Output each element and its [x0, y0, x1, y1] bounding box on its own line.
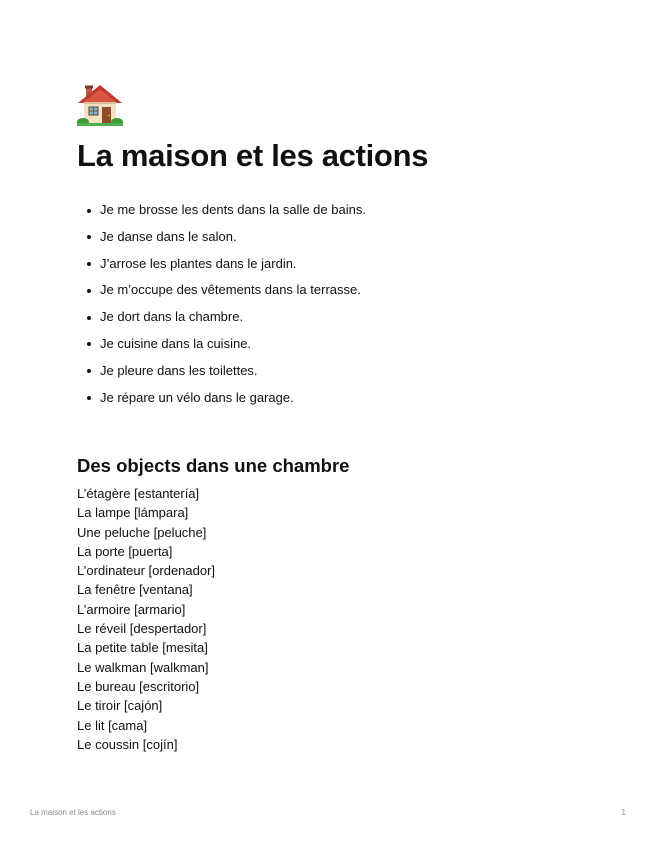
actions-list — [77, 197, 366, 411]
list-item: Je répare un vélo dans le garage. — [100, 385, 366, 412]
object-item: Le tiroir [cajón] — [77, 698, 163, 714]
object-item: La porte [puerta] — [77, 543, 173, 559]
list-item: Je cuisine dans la cuisine. — [100, 331, 366, 358]
object-item: La petite table [mesita] — [77, 640, 208, 656]
page-title: La maison et les actions — [77, 138, 429, 173]
footer-page-number: 1 — [621, 808, 626, 817]
list-item: J’arrose les plantes dans le jardin. — [100, 251, 366, 278]
footer-title: La maison et les actions — [30, 808, 116, 817]
list-item: Je me brosse les dents dans la salle de bains. — [100, 197, 366, 224]
list-item: Je pleure dans les toilettes. — [100, 358, 366, 385]
house-icon — [77, 82, 123, 128]
object-item: L’ordinateur [ordenador] — [77, 563, 216, 579]
object-item: Le coussin [cojín] — [77, 736, 178, 752]
object-item: Le lit [cama] — [77, 717, 148, 733]
object-item: L’armoire [armario] — [77, 601, 186, 617]
object-item: Une peluche [peluche] — [77, 524, 207, 540]
list-item: Je danse dans le salon. — [100, 224, 366, 251]
section-heading: Des objects dans une chambre — [77, 455, 350, 476]
object-item: Le walkman [walkman] — [77, 659, 209, 675]
object-item: La fenêtre [ventana] — [77, 582, 193, 598]
object-item: Le réveil [despertador] — [77, 621, 207, 637]
object-item: La lampe [lámpara] — [77, 505, 189, 521]
object-item: L’étagère [estantería] — [77, 486, 200, 501]
objects-list — [77, 484, 215, 754]
list-item: Je m’occupe des vêtements dans la terrasse. — [100, 277, 366, 304]
list-item: Je dort dans la chambre. — [100, 304, 366, 331]
object-item: Le bureau [escritorio] — [77, 678, 200, 694]
